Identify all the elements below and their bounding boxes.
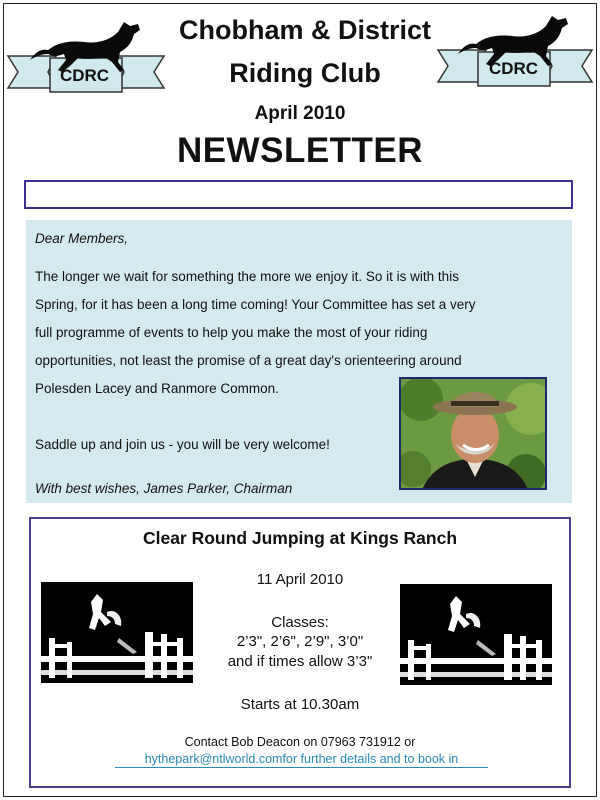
event-start-time: Starts at 10.30am: [240, 696, 360, 713]
letter-greeting: Dear Members,: [35, 231, 129, 246]
letter-line: Polesden Lacey and Ranmore Common.: [35, 381, 279, 396]
logo-text-left: CDRC: [59, 66, 110, 85]
club-title-line-1: Chobham & District: [178, 15, 432, 45]
letter-line: The longer we wait for something the more we enjoy it. So it is with this: [35, 269, 459, 284]
event-contact: Contact Bob Deacon on 07963 731912 or: [184, 735, 416, 749]
event-classes-allow: and if times allow 3’3": [227, 653, 373, 670]
letter-saddle-up: Saddle up and join us - you will be very welcome!: [35, 437, 330, 452]
newsletter-heading: NEWSLETTER: [176, 131, 424, 170]
letter-closing: With best wishes, James Parker, Chairman: [35, 481, 293, 496]
issue-month: April 2010: [254, 103, 346, 124]
letter-line: full programme of events to help you make the most of your riding: [35, 325, 428, 340]
banner-box: [24, 180, 573, 209]
chairman-photo: [399, 377, 547, 490]
logo-text-right: CDRC: [488, 59, 539, 78]
letter-line: Spring, for it has been a long time coming! Your Committee has set a very: [35, 297, 476, 312]
chairman-letter: [26, 220, 572, 503]
event-classes-sizes: 2’3", 2’6", 2’9", 3’0": [236, 633, 364, 650]
event-email-link[interactable]: hythepark@ntlworld.comfor further details and to book in: [115, 752, 488, 768]
show-jumping-image: [400, 584, 552, 685]
letter-line: opportunities, not least the promise of a great day's orienteering around: [35, 353, 462, 368]
event-title: Clear Round Jumping at Kings Ranch: [142, 528, 458, 548]
show-jumping-image: [41, 582, 193, 683]
event-classes-label: Classes:: [271, 614, 329, 631]
event-date: 11 April 2010: [256, 571, 344, 588]
event-box: [29, 517, 571, 788]
club-title-line-2: Riding Club: [229, 58, 381, 88]
